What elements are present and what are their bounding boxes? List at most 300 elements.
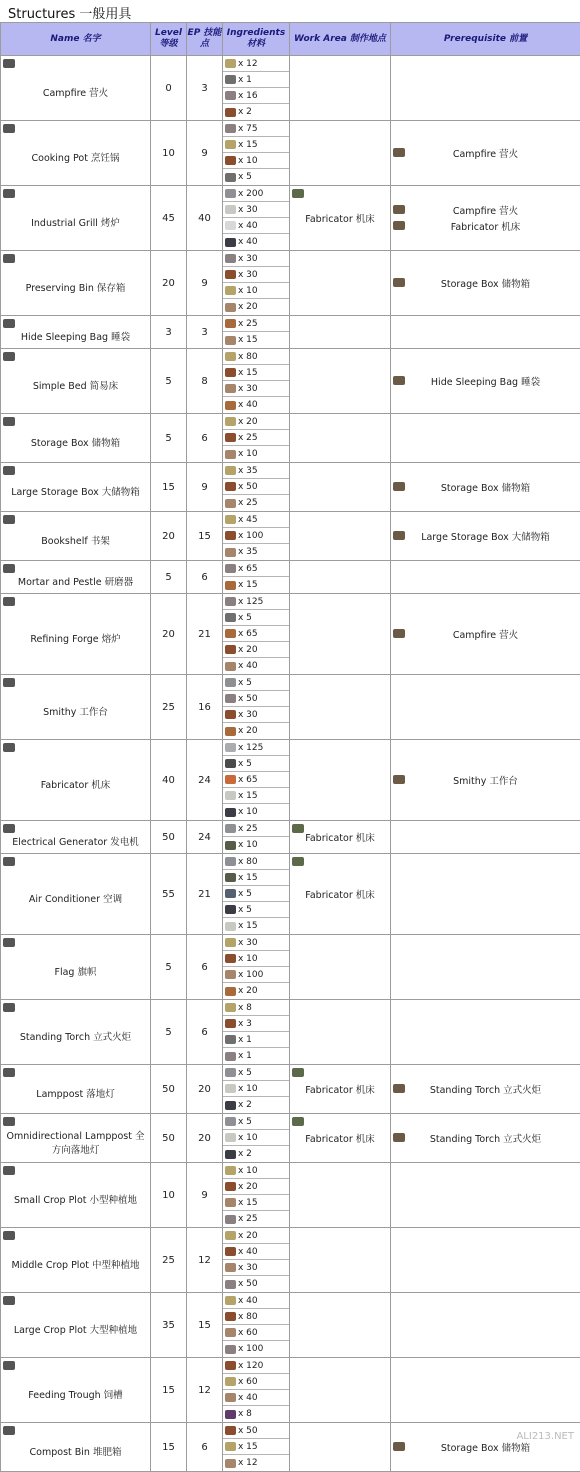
ep-cell: 6 xyxy=(187,1000,223,1065)
structure-name-cell xyxy=(1,512,151,561)
ingredient-item xyxy=(223,365,289,381)
oil-icon xyxy=(225,841,236,850)
prerequisite-cell xyxy=(391,821,580,854)
prerequisite-cell xyxy=(391,1293,580,1358)
ingredient-item xyxy=(223,886,289,902)
ingredient-item xyxy=(223,918,289,934)
structure-icon xyxy=(3,1426,15,1435)
structure-name: Compost Bin 堆肥箱 xyxy=(30,1447,122,1458)
ingredient-quantity: x 80 xyxy=(238,857,258,867)
fiber-icon xyxy=(225,303,236,312)
ingredient-quantity: x 25 xyxy=(238,498,258,508)
structure-name: Preserving Bin 保存箱 xyxy=(26,283,126,294)
table-row xyxy=(1,935,580,1000)
hide-icon xyxy=(225,581,236,590)
ep-cell: 20 xyxy=(187,1065,223,1114)
flint-icon xyxy=(225,75,236,84)
ingredient-quantity: x 200 xyxy=(238,189,263,199)
fiber-icon xyxy=(225,384,236,393)
ingredient-item xyxy=(223,349,289,365)
ingredient-quantity: x 15 xyxy=(238,1198,258,1208)
structure-icon xyxy=(3,1231,15,1240)
cementing-icon xyxy=(225,205,236,214)
structure-name: Standing Torch 立式火炬 xyxy=(20,1032,131,1043)
work-area-cell xyxy=(290,121,391,186)
ingredient-item xyxy=(223,983,289,999)
work-area-cell xyxy=(290,935,391,1000)
ingredient-quantity: x 8 xyxy=(238,1409,252,1419)
work-area-cell xyxy=(290,594,391,675)
table-row xyxy=(1,1163,580,1228)
work-area-cell xyxy=(290,463,391,512)
structure-name-cell xyxy=(1,935,151,1000)
structure-name: Simple Bed 简易床 xyxy=(33,381,118,392)
structure-icon xyxy=(3,597,15,606)
wood-icon xyxy=(225,1019,236,1028)
structure-name: Mortar and Pestle 研磨器 xyxy=(18,577,133,588)
work-area-cell xyxy=(290,1000,391,1065)
ingredient-quantity: x 5 xyxy=(238,759,252,769)
prerequisite-name: Standing Torch 立式火炬 xyxy=(430,1082,541,1096)
stone-icon xyxy=(225,1215,236,1224)
wood-icon xyxy=(225,108,236,117)
ingredient-quantity: x 30 xyxy=(238,254,258,264)
ingredient-item xyxy=(223,463,289,479)
wood-icon xyxy=(225,1182,236,1191)
thatch-icon xyxy=(225,938,236,947)
col-header-work-area: Work Area 制作地点 xyxy=(290,23,391,56)
ingredient-item xyxy=(223,153,289,169)
structure-name-cell xyxy=(1,675,151,740)
fabricator-icon xyxy=(292,1068,304,1077)
ingredient-quantity: x 60 xyxy=(238,1377,258,1387)
prerequisite-item xyxy=(391,218,580,234)
structure-icon xyxy=(3,1361,15,1370)
structure-name: Feeding Trough 饲槽 xyxy=(28,1390,122,1401)
prerequisite-name: Storage Box 储物箱 xyxy=(441,276,530,290)
ingredients-cell xyxy=(223,935,290,1000)
structure-icon xyxy=(3,678,15,687)
fabricator-icon xyxy=(292,824,304,833)
ingredients-cell xyxy=(223,463,290,512)
prerequisite-cell xyxy=(391,512,580,561)
prerequisite-cell xyxy=(391,1114,580,1163)
ingredient-item xyxy=(223,675,289,691)
ingredient-item xyxy=(223,283,289,299)
structure-icon xyxy=(3,352,15,361)
electronics-icon xyxy=(225,905,236,914)
thatch-icon xyxy=(225,1296,236,1305)
ingredient-quantity: x 20 xyxy=(238,417,258,427)
prerequisite-icon xyxy=(393,1133,405,1142)
ingredient-quantity: x 15 xyxy=(238,873,258,883)
ingredient-quantity: x 30 xyxy=(238,384,258,394)
table-row xyxy=(1,512,580,561)
ingredient-quantity: x 15 xyxy=(238,791,258,801)
ingredient-item xyxy=(223,1097,289,1113)
fiber-icon xyxy=(225,1263,236,1272)
structure-name-cell xyxy=(1,854,151,935)
hide-icon xyxy=(225,727,236,736)
ingredients-cell xyxy=(223,1163,290,1228)
ingredient-quantity: x 15 xyxy=(238,580,258,590)
ingredients-cell xyxy=(223,414,290,463)
ingredient-item xyxy=(223,788,289,804)
ingredients-cell xyxy=(223,1114,290,1163)
ingredients-cell xyxy=(223,1065,290,1114)
prerequisite-cell xyxy=(391,251,580,316)
ingredient-quantity: x 5 xyxy=(238,613,252,623)
ingredient-quantity: x 25 xyxy=(238,319,258,329)
col-header-ingredients: Ingredients 材料 xyxy=(223,23,290,56)
structure-icon xyxy=(3,743,15,752)
ingredient-quantity: x 20 xyxy=(238,645,258,655)
prerequisite-name: Standing Torch 立式火炬 xyxy=(430,1131,541,1145)
ingredients-cell xyxy=(223,821,290,854)
structure-icon xyxy=(3,319,15,328)
level-cell: 5 xyxy=(151,349,187,414)
thatch-icon xyxy=(225,286,236,295)
ingredient-quantity: x 80 xyxy=(238,352,258,362)
stone-icon xyxy=(225,1280,236,1289)
fabricator-icon xyxy=(292,1117,304,1126)
level-cell: 5 xyxy=(151,1000,187,1065)
prerequisite-cell xyxy=(391,740,580,821)
work-area-cell xyxy=(290,414,391,463)
stone-icon xyxy=(225,91,236,100)
table-row xyxy=(1,1228,580,1293)
crystal-icon xyxy=(225,221,236,230)
ingredient-item xyxy=(223,854,289,870)
prerequisite-item xyxy=(391,373,580,389)
prerequisite-item xyxy=(391,1081,580,1097)
prerequisite-cell xyxy=(391,561,580,594)
ingredient-quantity: x 60 xyxy=(238,1328,258,1338)
ingredient-item xyxy=(223,512,289,528)
prerequisite-name: Storage Box 储物箱 xyxy=(441,1440,530,1454)
ep-cell: 6 xyxy=(187,1423,223,1472)
table-row xyxy=(1,1000,580,1065)
structure-name-cell xyxy=(1,56,151,121)
ingredient-quantity: x 40 xyxy=(238,661,258,671)
level-cell: 15 xyxy=(151,1358,187,1423)
ingredient-item xyxy=(223,967,289,983)
col-header-ep: EP 技能点 xyxy=(187,23,223,56)
stone-icon xyxy=(225,124,236,133)
wood-icon xyxy=(225,954,236,963)
structure-name: Middle Crop Plot 中型种植地 xyxy=(11,1260,139,1271)
cementing-icon xyxy=(225,791,236,800)
level-cell: 20 xyxy=(151,251,187,316)
ingredient-item xyxy=(223,1228,289,1244)
table-row xyxy=(1,121,580,186)
ingredient-item xyxy=(223,1390,289,1406)
wood-icon xyxy=(225,531,236,540)
ingredient-item xyxy=(223,594,289,610)
structure-name: Large Crop Plot 大型种植地 xyxy=(14,1325,137,1336)
work-area-name: Fabricator 机床 xyxy=(305,890,375,901)
ingredient-item xyxy=(223,186,289,202)
work-area-name: Fabricator 机床 xyxy=(305,214,375,225)
fabricator-icon xyxy=(292,857,304,866)
metal-icon xyxy=(225,189,236,198)
col-header-level: Level 等级 xyxy=(151,23,187,56)
metal-icon xyxy=(225,857,236,866)
prerequisite-cell xyxy=(391,594,580,675)
ingredient-item xyxy=(223,446,289,462)
ingredient-quantity: x 45 xyxy=(238,515,258,525)
ingredient-quantity: x 30 xyxy=(238,205,258,215)
table-row xyxy=(1,186,580,251)
ingredient-quantity: x 40 xyxy=(238,400,258,410)
ep-cell: 12 xyxy=(187,1228,223,1293)
electronics-icon xyxy=(225,808,236,817)
table-row xyxy=(1,414,580,463)
ingredient-quantity: x 65 xyxy=(238,775,258,785)
wood-icon xyxy=(225,270,236,279)
level-cell: 15 xyxy=(151,463,187,512)
ingredient-quantity: x 40 xyxy=(238,221,258,231)
ingredient-quantity: x 1 xyxy=(238,75,252,85)
work-area-cell xyxy=(290,56,391,121)
ingredient-item xyxy=(223,1358,289,1374)
ingredient-item xyxy=(223,479,289,495)
structure-name-cell xyxy=(1,561,151,594)
ingredient-item xyxy=(223,642,289,658)
ingredient-item xyxy=(223,902,289,918)
ingredients-cell xyxy=(223,186,290,251)
cementing-icon xyxy=(225,1133,236,1142)
prerequisite-name: Campfire 营火 xyxy=(453,627,518,641)
ingredient-quantity: x 65 xyxy=(238,629,258,639)
prerequisite-icon xyxy=(393,376,405,385)
ingredient-quantity: x 5 xyxy=(238,172,252,182)
prerequisite-name: Campfire 营火 xyxy=(453,146,518,160)
level-cell: 40 xyxy=(151,740,187,821)
ingredient-quantity: x 50 xyxy=(238,482,258,492)
ingredient-quantity: x 40 xyxy=(238,237,258,247)
ingredient-quantity: x 15 xyxy=(238,335,258,345)
structure-name-cell xyxy=(1,186,151,251)
table-row xyxy=(1,1065,580,1114)
prerequisite-cell xyxy=(391,1423,580,1472)
work-area-cell xyxy=(290,1358,391,1423)
ingredient-item xyxy=(223,121,289,137)
prerequisite-name: Large Storage Box 大储物箱 xyxy=(421,529,550,543)
ingredient-quantity: x 12 xyxy=(238,59,258,69)
structure-name: Lamppost 落地灯 xyxy=(36,1089,114,1100)
prerequisite-icon xyxy=(393,278,405,287)
hide-icon xyxy=(225,629,236,638)
structure-icon xyxy=(3,1117,15,1126)
ingredient-item xyxy=(223,528,289,544)
structure-name-cell xyxy=(1,1065,151,1114)
ingredient-quantity: x 1 xyxy=(238,1051,252,1061)
prerequisite-cell xyxy=(391,463,580,512)
ingredient-quantity: x 50 xyxy=(238,1279,258,1289)
ingredient-quantity: x 10 xyxy=(238,1133,258,1143)
structure-name: Flag 旗帜 xyxy=(55,967,97,978)
ep-cell: 15 xyxy=(187,512,223,561)
ingredients-cell xyxy=(223,1228,290,1293)
level-cell: 50 xyxy=(151,1065,187,1114)
electronics-icon xyxy=(225,238,236,247)
structure-name: Fabricator 机床 xyxy=(41,780,111,791)
ingredient-item xyxy=(223,821,289,837)
structure-name: Bookshelf 书架 xyxy=(41,536,109,547)
ingredient-item xyxy=(223,234,289,250)
ingredient-item xyxy=(223,72,289,88)
ingredient-item xyxy=(223,561,289,577)
work-area-cell xyxy=(290,1293,391,1358)
ingredient-item xyxy=(223,430,289,446)
work-area-cell xyxy=(290,561,391,594)
ingot-icon xyxy=(225,743,236,752)
work-area-cell xyxy=(290,1065,391,1114)
work-area-cell xyxy=(290,740,391,821)
ep-cell: 24 xyxy=(187,740,223,821)
table-row xyxy=(1,594,580,675)
ingredient-quantity: x 2 xyxy=(238,1100,252,1110)
work-area-cell xyxy=(290,821,391,854)
thatch-icon xyxy=(225,1231,236,1240)
structure-name-cell xyxy=(1,1358,151,1423)
ep-cell: 12 xyxy=(187,1358,223,1423)
ingredient-item xyxy=(223,202,289,218)
cementing-icon xyxy=(225,1084,236,1093)
wood-icon xyxy=(225,645,236,654)
ingredient-quantity: x 50 xyxy=(238,694,258,704)
structure-name-cell xyxy=(1,414,151,463)
table-row xyxy=(1,251,580,316)
ingredients-cell xyxy=(223,121,290,186)
ep-cell: 6 xyxy=(187,561,223,594)
ingredient-item xyxy=(223,723,289,739)
ingredients-cell xyxy=(223,561,290,594)
fiber-icon xyxy=(225,662,236,671)
ingredients-cell xyxy=(223,675,290,740)
ingredient-quantity: x 20 xyxy=(238,302,258,312)
ingredient-quantity: x 125 xyxy=(238,597,263,607)
structure-icon xyxy=(3,1068,15,1077)
prerequisite-cell xyxy=(391,414,580,463)
level-cell: 5 xyxy=(151,414,187,463)
level-cell: 55 xyxy=(151,854,187,935)
ingredient-quantity: x 10 xyxy=(238,840,258,850)
electronics-icon xyxy=(225,1101,236,1110)
structure-icon xyxy=(3,1296,15,1305)
prerequisite-cell xyxy=(391,349,580,414)
ep-cell: 24 xyxy=(187,821,223,854)
ingredient-item xyxy=(223,56,289,72)
ingredients-cell xyxy=(223,1000,290,1065)
prerequisite-icon xyxy=(393,1442,405,1451)
thatch-icon xyxy=(225,466,236,475)
ingredient-item xyxy=(223,1260,289,1276)
prerequisite-cell xyxy=(391,1358,580,1423)
structure-icon xyxy=(3,1166,15,1175)
ingredients-cell xyxy=(223,316,290,349)
ingredient-quantity: x 16 xyxy=(238,91,258,101)
ingredient-quantity: x 10 xyxy=(238,286,258,296)
table-row xyxy=(1,463,580,512)
ep-cell: 3 xyxy=(187,56,223,121)
level-cell: 50 xyxy=(151,1114,187,1163)
level-cell: 45 xyxy=(151,186,187,251)
ingredient-item xyxy=(223,267,289,283)
work-area-cell xyxy=(290,1163,391,1228)
structure-icon xyxy=(3,515,15,524)
ep-cell: 40 xyxy=(187,186,223,251)
structure-name-cell xyxy=(1,251,151,316)
structure-icon xyxy=(3,59,15,68)
level-cell: 10 xyxy=(151,121,187,186)
ingredient-item xyxy=(223,1455,289,1471)
structure-name: Industrial Grill 烤炉 xyxy=(31,218,120,229)
flint-icon xyxy=(225,173,236,182)
ep-cell: 9 xyxy=(187,251,223,316)
ingredient-quantity: x 25 xyxy=(238,433,258,443)
structure-name-cell xyxy=(1,594,151,675)
table-row xyxy=(1,561,580,594)
ingredient-quantity: x 80 xyxy=(238,1312,258,1322)
berries-icon xyxy=(225,1410,236,1419)
ingredient-item xyxy=(223,1244,289,1260)
sparkpowder-icon xyxy=(225,775,236,784)
level-cell: 20 xyxy=(151,512,187,561)
structure-icon xyxy=(3,124,15,133)
ingredient-quantity: x 15 xyxy=(238,368,258,378)
ingredient-item xyxy=(223,1406,289,1422)
ingredient-item xyxy=(223,381,289,397)
ingredient-item xyxy=(223,1341,289,1357)
ingredient-item xyxy=(223,740,289,756)
structure-name: Campfire 营火 xyxy=(43,88,108,99)
structure-name-cell xyxy=(1,349,151,414)
prerequisite-icon xyxy=(393,205,405,214)
prerequisite-cell xyxy=(391,1228,580,1293)
ingredient-item xyxy=(223,169,289,185)
prerequisite-icon xyxy=(393,629,405,638)
ingredient-item xyxy=(223,804,289,820)
wood-icon xyxy=(225,1426,236,1435)
structure-name: Large Storage Box 大储物箱 xyxy=(11,487,140,498)
structure-name-cell xyxy=(1,1163,151,1228)
ingredient-item xyxy=(223,658,289,674)
thatch-icon xyxy=(225,1166,236,1175)
structure-icon xyxy=(3,564,15,573)
ingredient-item xyxy=(223,1032,289,1048)
table-row xyxy=(1,740,580,821)
ingredient-item xyxy=(223,626,289,642)
ingredient-item xyxy=(223,1211,289,1227)
ingredient-item xyxy=(223,137,289,153)
ingredient-quantity: x 12 xyxy=(238,1458,258,1468)
prerequisite-icon xyxy=(393,482,405,491)
ep-cell: 6 xyxy=(187,414,223,463)
ingredients-cell xyxy=(223,1423,290,1472)
ingredient-quantity: x 2 xyxy=(238,107,252,117)
work-area-cell xyxy=(290,186,391,251)
ingredient-item xyxy=(223,299,289,315)
structure-icon xyxy=(3,857,15,866)
structure-icon xyxy=(3,254,15,263)
ingredient-item xyxy=(223,691,289,707)
ingredient-quantity: x 100 xyxy=(238,531,263,541)
ingredient-item xyxy=(223,316,289,332)
ingredient-item xyxy=(223,332,289,348)
ingredient-item xyxy=(223,1048,289,1064)
